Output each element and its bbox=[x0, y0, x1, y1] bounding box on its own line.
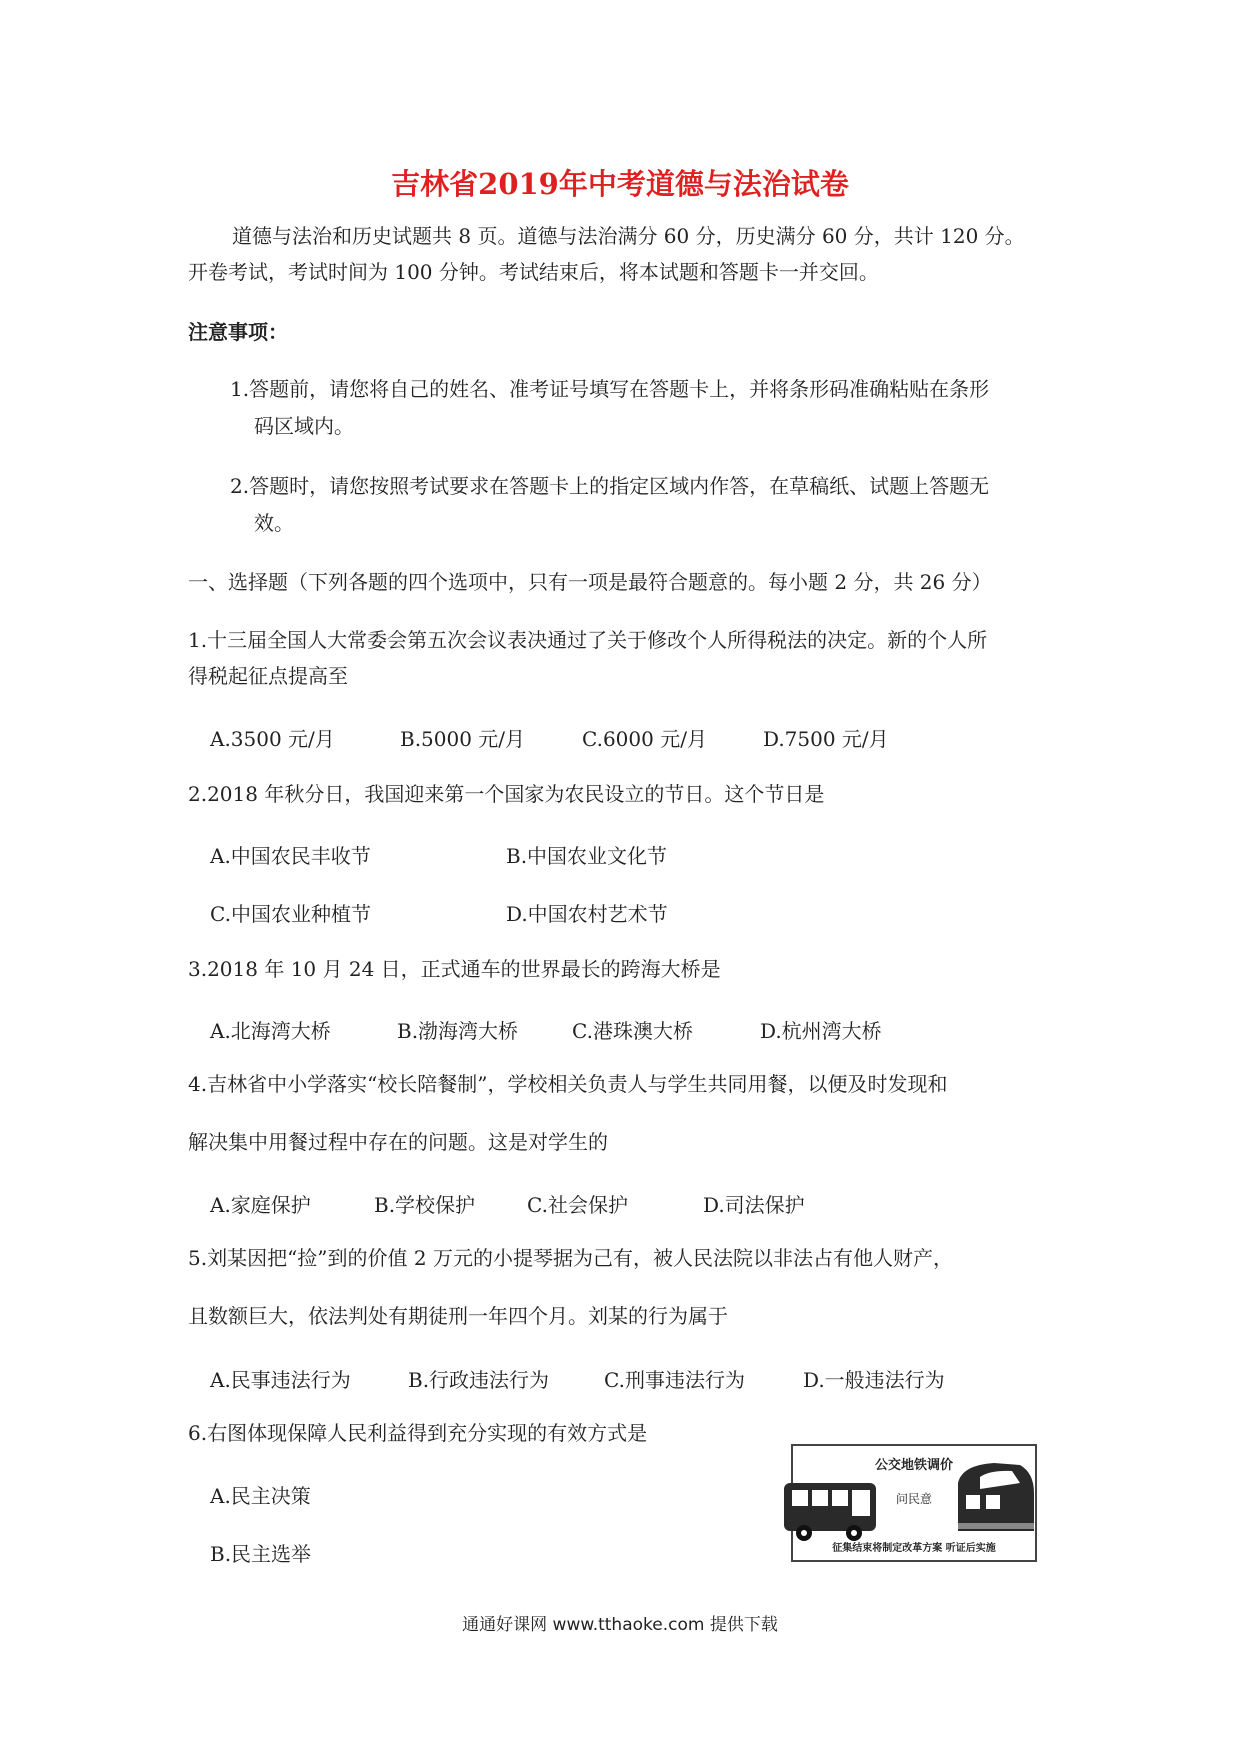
q3-option-c: C.港珠澳大桥 bbox=[572, 1019, 693, 1043]
poster-bottom-text: 征集结束将制定改革方案 听证后实施 bbox=[832, 1543, 996, 1554]
q4-option-a: A.家庭保护 bbox=[210, 1193, 311, 1217]
q1-option-a: A.3500 元/月 bbox=[210, 727, 335, 751]
q5-option-d: D.一般违法行为 bbox=[803, 1368, 945, 1392]
note-1-line-1: 1.答题前，请您将自己的姓名、准考证号填写在答题卡上，并将条形码准确粘贴在条形 bbox=[230, 377, 990, 401]
q1-option-b: B.5000 元/月 bbox=[400, 727, 526, 751]
question-5-line-2: 且数额巨大，依法判处有期徒刑一年四个月。刘某的行为属于 bbox=[188, 1304, 728, 1328]
q1-option-c: C.6000 元/月 bbox=[582, 727, 707, 751]
footer-source: 通通好课网 www.tthaoke.com 提供下载 bbox=[462, 1615, 778, 1635]
note-1-line-2: 码区域内。 bbox=[254, 414, 354, 438]
question-1-line-2: 得税起征点提高至 bbox=[188, 664, 348, 688]
question-4-line-2: 解决集中用餐过程中存在的问题。这是对学生的 bbox=[188, 1130, 608, 1154]
poster-graphic bbox=[780, 1443, 1040, 1565]
poster-subtitle: 问民意 bbox=[895, 1492, 933, 1506]
q3-option-d: D.杭州湾大桥 bbox=[760, 1019, 882, 1043]
intro-line-1: 道德与法治和历史试题共 8 页。道德与法治满分 60 分，历史满分 60 分，共计 120 分。 bbox=[232, 224, 1025, 248]
q4-option-d: D.司法保护 bbox=[703, 1193, 805, 1217]
q1-option-d: D.7500 元/月 bbox=[763, 727, 889, 751]
subway-train-icon bbox=[958, 1463, 1034, 1531]
exam-title: 吉林省2019年中考道德与法治试卷 bbox=[391, 167, 849, 201]
question-4-line-1: 4.吉林省中小学落实“校长陪餐制”，学校相关负责人与学生共同用餐，以便及时发现和 bbox=[188, 1072, 948, 1096]
question-2: 2.2018 年秋分日，我国迎来第一个国家为农民设立的节日。这个节日是 bbox=[188, 782, 825, 806]
intro-line-2: 开卷考试，考试时间为 100 分钟。考试结束后，将本试题和答题卡一并交回。 bbox=[188, 260, 879, 284]
q2-option-d: D.中国农村艺术节 bbox=[506, 902, 668, 926]
q5-option-a: A.民事违法行为 bbox=[210, 1368, 351, 1392]
question-3: 3.2018 年 10 月 24 日，正式通车的世界最长的跨海大桥是 bbox=[188, 957, 721, 981]
q4-option-b: B.学校保护 bbox=[374, 1193, 476, 1217]
question-6: 6.右图体现保障人民利益得到充分实现的有效方式是 bbox=[188, 1421, 648, 1445]
q5-option-b: B.行政违法行为 bbox=[408, 1368, 550, 1392]
note-2-line-2: 效。 bbox=[254, 511, 294, 535]
bus-subway-poster-image bbox=[780, 1443, 1040, 1565]
question-1-line-1: 1.十三届全国人大常委会第五次会议表决通过了关于修改个人所得税法的决定。新的个人所 bbox=[188, 628, 988, 652]
q5-option-c: C.刑事违法行为 bbox=[604, 1368, 745, 1392]
q2-option-c: C.中国农业种植节 bbox=[210, 902, 371, 926]
notes-heading: 注意事项： bbox=[188, 320, 288, 344]
q6-option-b: B.民主选举 bbox=[210, 1542, 312, 1566]
q2-option-a: A.中国农民丰收节 bbox=[210, 844, 371, 868]
note-2-line-1: 2.答题时，请您按照考试要求在答题卡上的指定区域内作答，在草稿纸、试题上答题无 bbox=[230, 474, 990, 498]
q4-option-c: C.社会保护 bbox=[527, 1193, 628, 1217]
section-heading-choice: 一、选择题（下列各题的四个选项中，只有一项是最符合题意的。每小题 2 分，共 26 分） bbox=[188, 570, 992, 594]
q6-option-a: A.民主决策 bbox=[210, 1484, 311, 1508]
q3-option-b: B.渤海湾大桥 bbox=[397, 1019, 519, 1043]
q2-option-b: B.中国农业文化节 bbox=[506, 844, 668, 868]
q3-option-a: A.北海湾大桥 bbox=[210, 1019, 331, 1043]
poster-title: 公交地铁调价 bbox=[874, 1458, 954, 1473]
question-5-line-1: 5.刘某因把“捡”到的价值 2 万元的小提琴据为己有，被人民法院以非法占有他人财产， bbox=[188, 1246, 953, 1270]
